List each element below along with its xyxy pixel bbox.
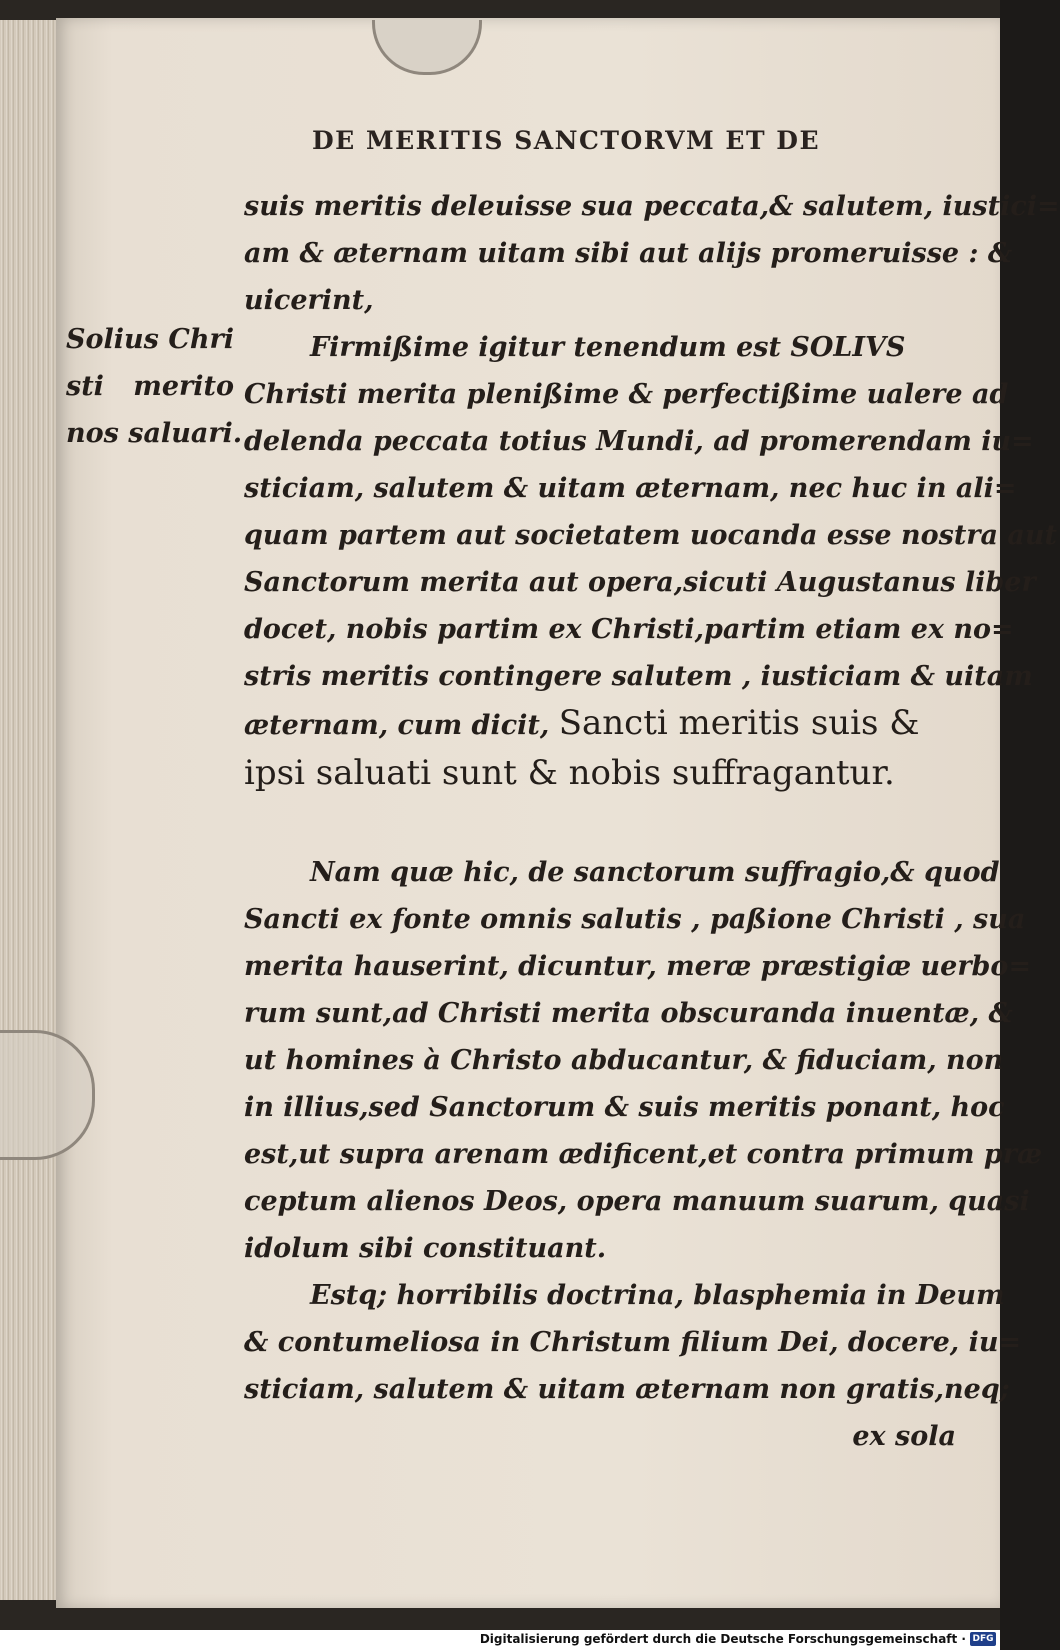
text-run: æternam, cum dicit,	[244, 710, 550, 741]
text-line: uicerint,	[244, 285, 374, 316]
text-line: & contumeliosa in Christum filium Dei, docere, iu=	[244, 1327, 1022, 1358]
text-line: rum sunt,ad Christi merita obscuranda inuentæ, &	[244, 998, 1013, 1029]
text-line: sticiam, salutem & uitam æternam non gratis,neq;	[244, 1374, 1010, 1405]
marginal-line: nos saluari.	[66, 418, 243, 449]
marginal-note	[66, 316, 243, 457]
main-text	[244, 183, 1060, 1460]
text-line: idolum sibi constituant.	[244, 1233, 607, 1264]
text-line: suis meritis deleuisse sua peccata,& salutem, iustici=	[244, 191, 1060, 222]
text-line: Estq; horribilis doctrina, blasphemia in Deum	[310, 1280, 1005, 1311]
marginal-line: Solius Chri	[66, 324, 234, 355]
quote-line: ipsi saluati sunt & nobis suffragantur.	[244, 753, 895, 793]
text-line: ut homines à Christo abducantur, & fiduciam, non	[244, 1045, 1004, 1076]
text-line: merita hauserint, dicuntur, meræ præstigiæ uerbo=	[244, 951, 1032, 982]
dfg-logo: DFG	[970, 1632, 996, 1646]
quote-run: Sancti meritis suis &	[558, 703, 920, 743]
text-line: sticiam, salutem & uitam æternam, nec huc in ali=	[244, 473, 1017, 504]
running-head: DE MERITIS SANCTORVM ET DE	[312, 126, 821, 155]
digitization-credit: Digitalisierung gefördert durch die Deutsche Forschungsgemeinschaft ·	[479, 1632, 966, 1646]
text-line: est,ut supra arenam ædificent,et contra primum præ	[244, 1139, 1043, 1170]
text-line: in illius,sed Sanctorum & suis meritis ponant, hoc	[244, 1092, 1005, 1123]
text-line: ceptum alienos Deos, opera manuum suarum, quasi	[244, 1186, 1030, 1217]
text-line: Firmißime igitur tenendum est SOLIVS	[310, 332, 906, 363]
text-line: Nam quæ hic, de sanctorum suffragio,& quod	[310, 857, 1000, 888]
marginal-line: sti merito	[66, 371, 234, 402]
text-line	[244, 700, 956, 747]
text-line: Christi merita plenißime & perfectißime ualere ad	[244, 379, 1009, 410]
page-edges	[0, 20, 64, 1600]
text-line: docet, nobis partim ex Christi,partim etiam ex no=	[244, 614, 1014, 645]
paragraph-gap	[244, 799, 956, 849]
text-line: quam partem aut societatem uocanda esse nostra aut	[244, 520, 1058, 551]
catchword: ex sola	[852, 1421, 956, 1452]
text-line: am & æternam uitam sibi aut alijs promeruisse : &	[244, 238, 1013, 269]
text-line: Sanctorum merita aut opera,sicuti Augustanus liber	[244, 567, 1036, 598]
text-line: Sancti ex fonte omnis salutis , paßione Christi , sua	[244, 904, 1026, 935]
text-line: stris meritis contingere salutem , iusticiam & uitam	[244, 661, 1033, 692]
text-line: delenda peccata totius Mundi, ad promerendam iu=	[244, 426, 1034, 457]
